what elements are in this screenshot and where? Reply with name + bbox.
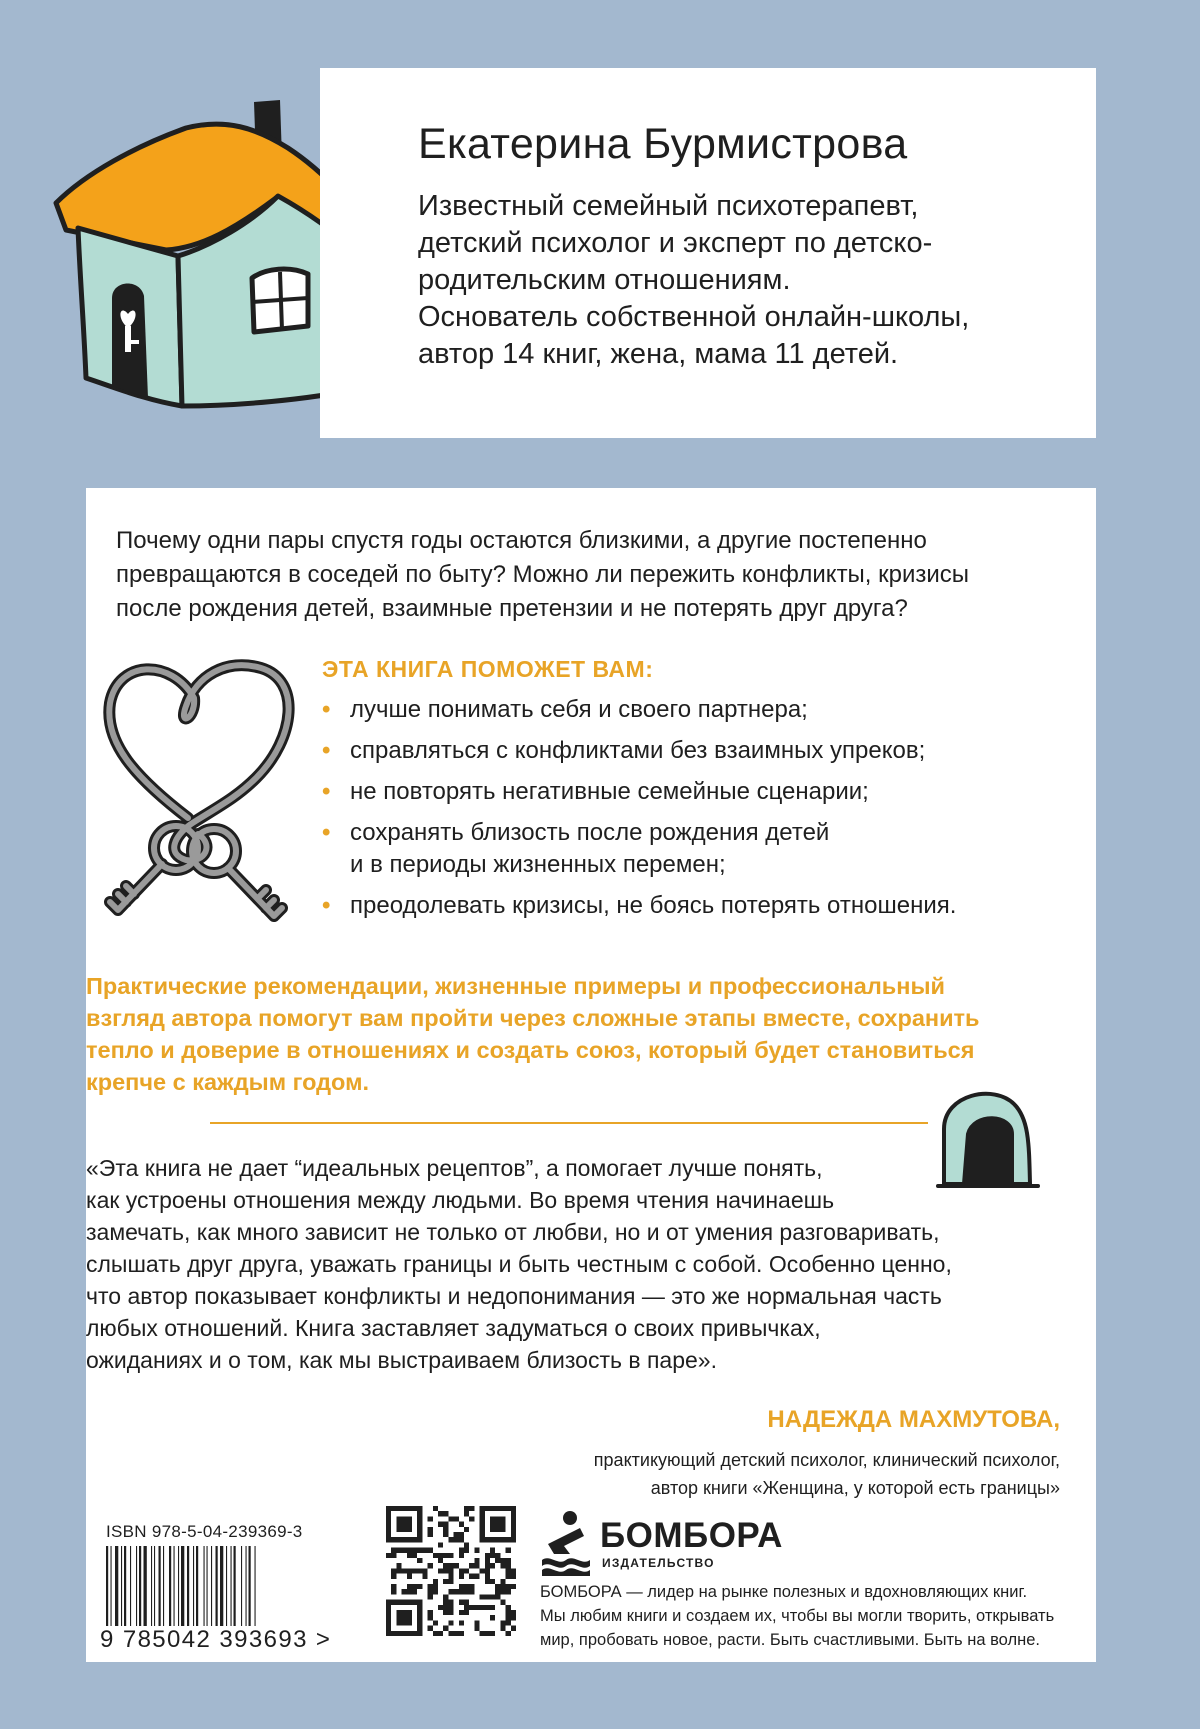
list-item [322,776,1062,808]
isbn-label: ISBN 978-5-04-239369-3 [106,1522,303,1541]
qr-code [386,1506,516,1636]
quote-line: слышать друг друга, уважать границы и быть честным с собой. Особенно ценно, [86,1251,952,1277]
author-bio-line: детский психолог и эксперт по детско- [418,227,933,259]
highlight-line: крепче с каждым годом. [86,1069,370,1095]
bullet: • [322,778,331,805]
reviewer-role-line: автор книги «Женщина, у которой есть границы» [650,1478,1060,1498]
bombora-logo-icon [540,1510,590,1576]
list-item-text: не повторять негативные семейные сценарии; [350,778,869,805]
quote-line: «Эта книга не дает “идеальных рецептов”, а помогает лучше понять, [86,1155,823,1181]
main-panel [86,488,1096,1662]
author-bio-line: Основатель собственной онлайн-школы, [418,301,970,333]
quote-line: ожиданиях и о том, как мы выстраиваем близость в паре». [86,1347,717,1373]
quote-line: как устроены отношения между людьми. Во время чтения начинаешь [86,1187,835,1213]
divider [210,1122,928,1124]
list-item-text: справляться с конфликтами без взаимных упреков; [350,737,926,764]
quote-line: любых отношений. Книга заставляет задуматься о своих привычках, [86,1315,821,1341]
author-bio-line: автор 14 книг, жена, мама 11 детей. [418,338,899,370]
benefits-title: ЭТА КНИГА ПОМОЖЕТ ВАМ: [322,656,654,682]
bullet: • [322,819,331,846]
intro-line: после рождения детей, взаимные претензии и не потерять друг друга? [116,595,908,622]
list-item [322,817,1062,881]
publisher-line: мир, пробовать новое, расти. Быть счастливыми. Быть на волне. [540,1631,1040,1649]
author-card [320,68,1096,438]
heart-keys-icon [96,648,311,938]
author-bio-line: Известный семейный психотерапевт, [418,190,919,222]
barcode [104,1546,304,1626]
benefits-list [322,694,1062,931]
author-name: Екатерина Бурмистрова [418,120,908,168]
reviewer-role [594,1446,1060,1502]
intro-line: превращаются в соседей по быту? Можно ли пережить конфликты, кризисы [116,561,970,588]
quote-line: замечать, как много зависит не только от любви, но и от умения разговаривать, [86,1219,940,1245]
intro-line: Почему одни пары спустя годы остаются близкими, а другие постепенно [116,527,927,554]
reviewer-name: НАДЕЖДА МАХМУТОВА, [767,1406,1060,1433]
bullet: • [322,892,331,919]
highlight-text [86,970,1086,1098]
publisher-sub: ИЗДАТЕЛЬСТВО [602,1556,715,1570]
highlight-line: взгляд автора помогут вам пройти через сложные этапы вместе, сохранить [86,1005,980,1031]
publisher-line: Мы любим книги и создаем их, чтобы вы могли творить, открывать [540,1607,1055,1625]
highlight-line: тепло и доверие в отношениях и создать союз, который будет становиться [86,1037,975,1063]
publisher-line: БОМБОРА — лидер на рынке полезных и вдохновляющих книг. [540,1583,1028,1601]
list-item [322,890,1062,922]
author-bio-line: родительским отношениям. [418,264,791,296]
list-item [322,694,1062,726]
list-item-text: лучше понимать себя и своего партнера; [350,696,808,723]
quote-line: что автор показывает конфликты и недопонимания — это же нормальная часть [86,1283,942,1309]
review-quote [86,1152,1006,1376]
author-bio [418,188,1068,373]
list-item [322,735,1062,767]
bullet: • [322,696,331,723]
list-item-text: сохранять близость после рождения детей и в периоды жизненных перемен; [350,819,830,878]
list-item-text: преодолевать кризисы, не боясь потерять отношения. [350,892,957,919]
intro-text [116,524,1066,626]
bullet: • [322,737,331,764]
highlight-line: Практические рекомендации, жизненные примеры и профессиональный [86,973,945,999]
reviewer-role-line: практикующий детский психолог, клинический психолог, [593,1450,1060,1470]
barcode-digits: 9 785042 393693 > [100,1626,332,1653]
publisher-name: БОМБОРА [600,1516,783,1555]
publisher-description [540,1580,1080,1652]
